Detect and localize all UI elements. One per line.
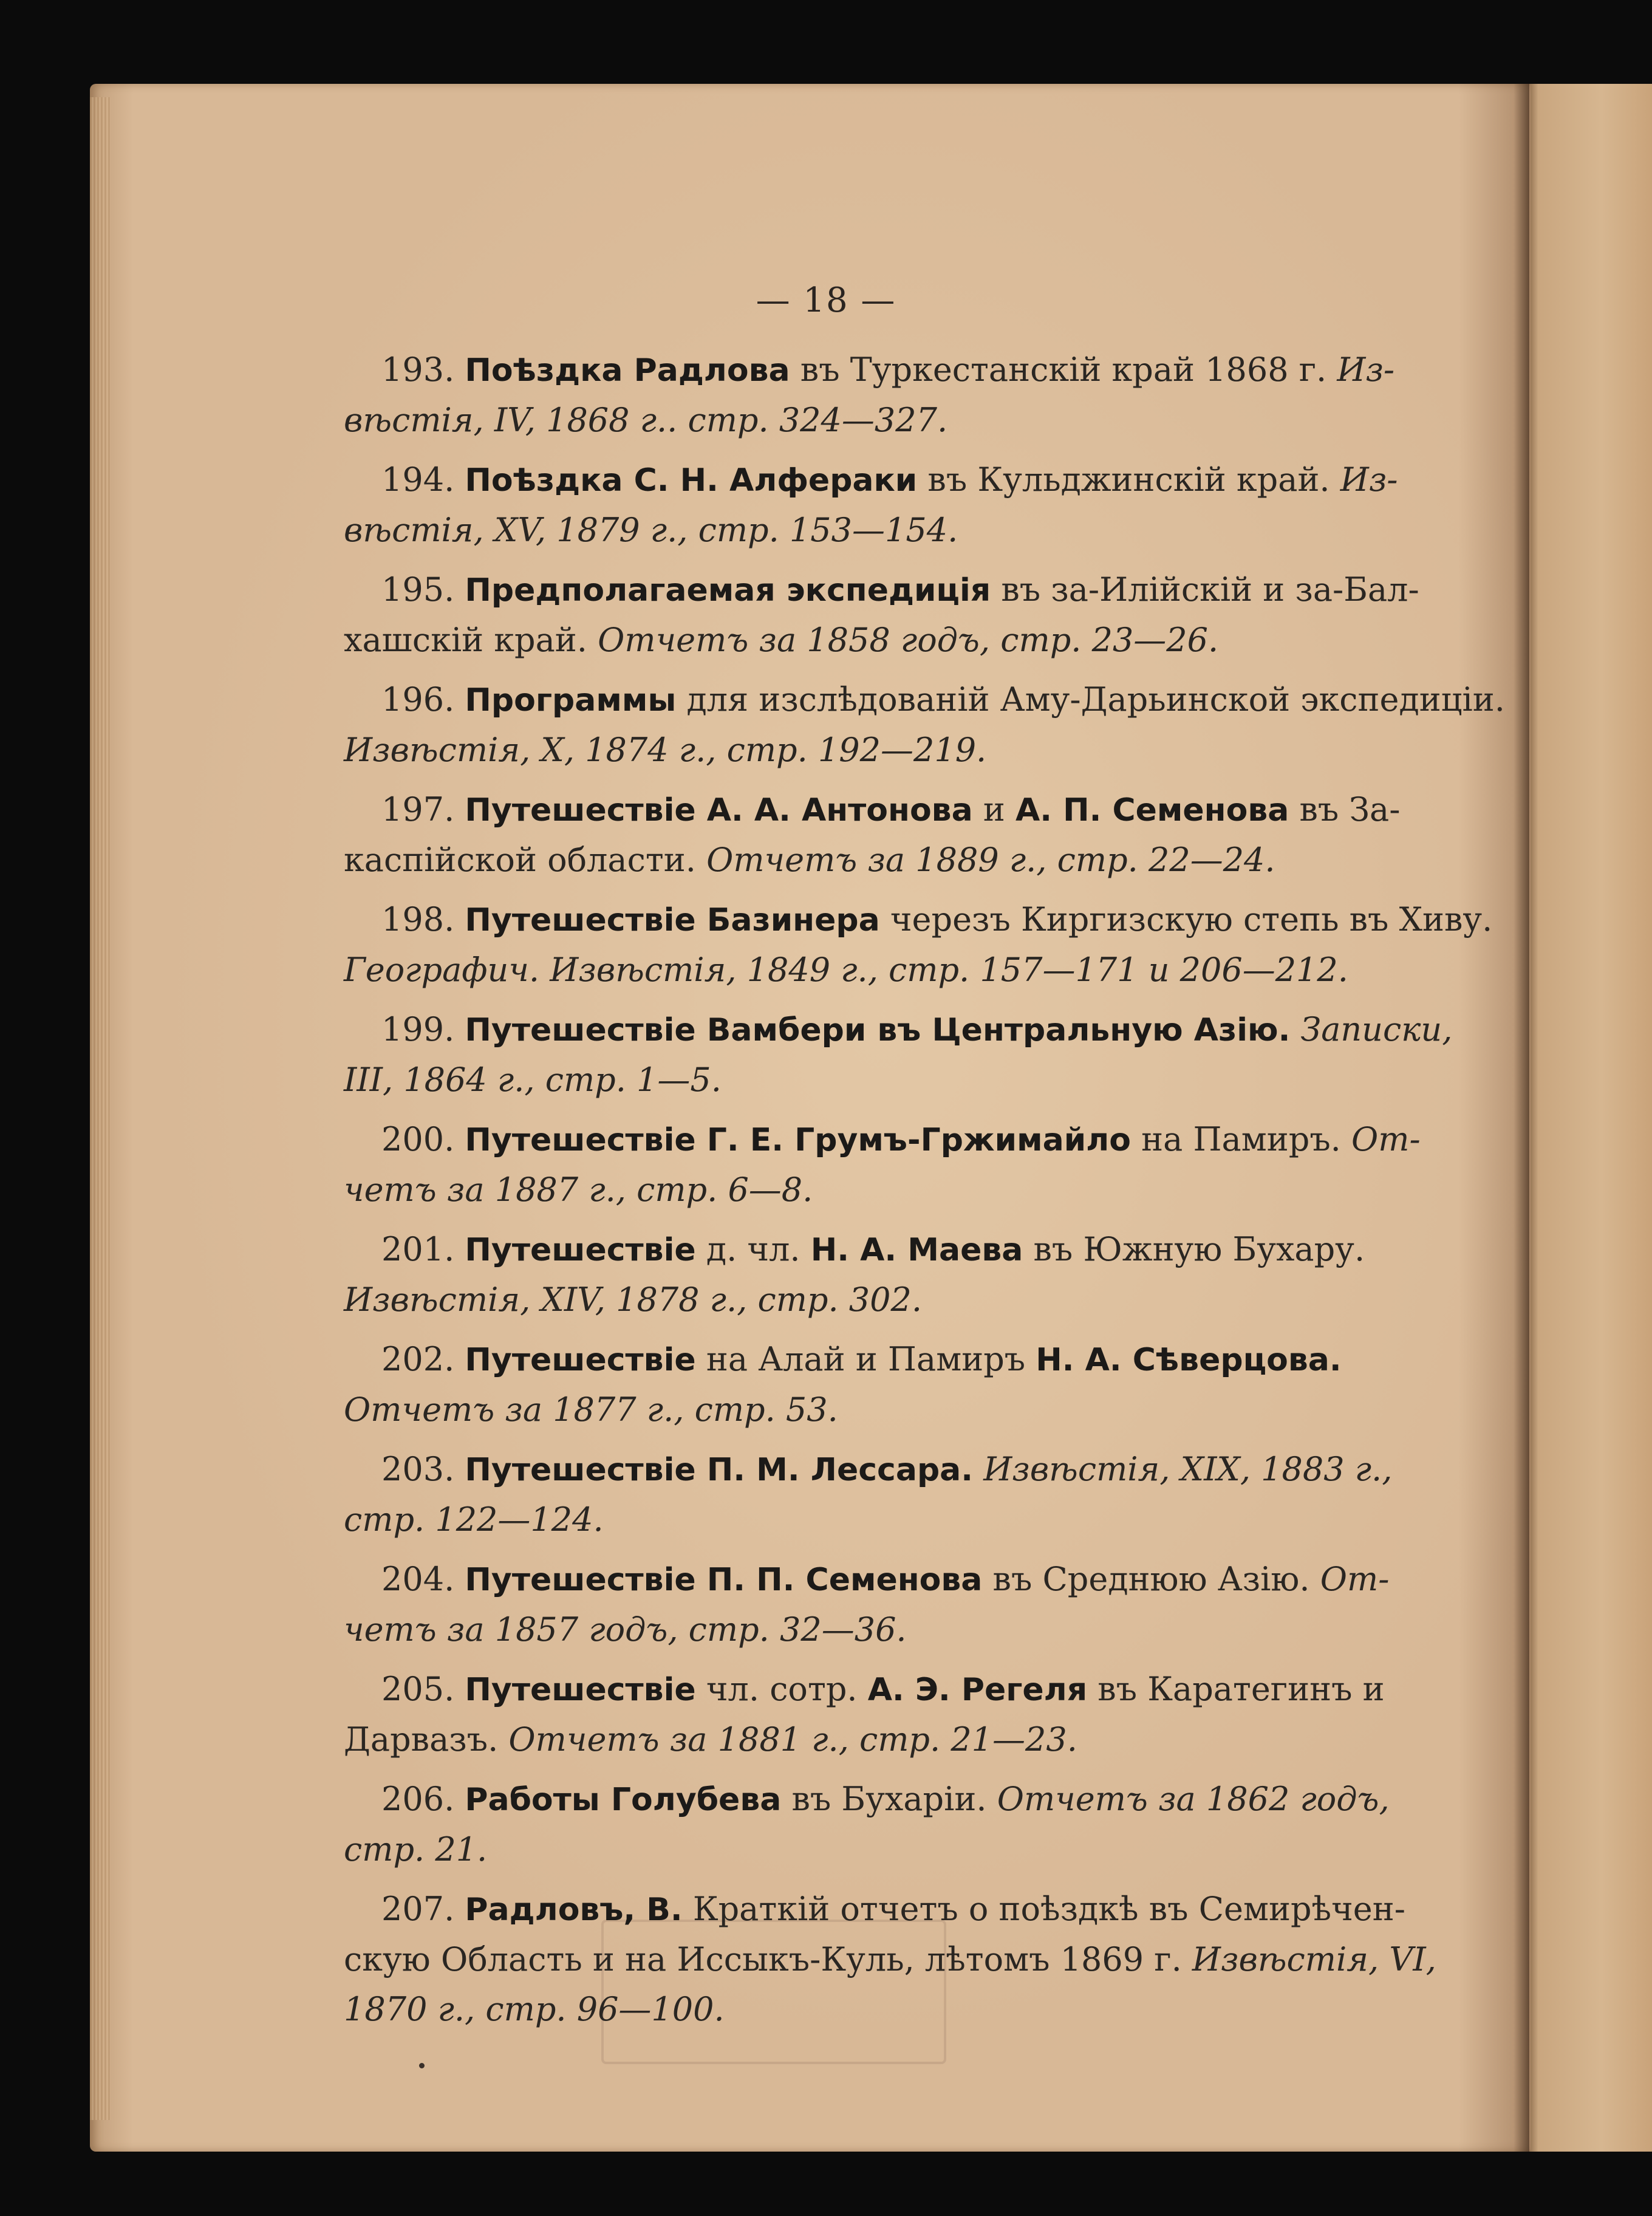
entry-citation: От- <box>1320 1560 1390 1598</box>
entry-citation: 1870 г., стр. 96—100. <box>344 1990 725 2028</box>
entry-line <box>344 1884 1406 1935</box>
entry-line <box>344 1445 1393 1495</box>
entry-line <box>344 785 1401 835</box>
entry-text: въ Южную Бухару. <box>1023 1230 1365 1268</box>
bibliography-entry <box>344 455 1398 555</box>
entry-title: Радловъ, В. <box>465 1892 683 1928</box>
entry-citation: Извѣстія, XIX, 1883 г., <box>983 1450 1393 1488</box>
entry-line <box>344 455 1398 505</box>
entry-text: 197. <box>381 790 465 829</box>
entry-line <box>344 1605 1313 1655</box>
entry-line <box>344 1165 1313 1215</box>
entry-title: Программы <box>465 682 677 719</box>
entry-text: каспійской области. <box>344 841 707 879</box>
entry-line <box>344 945 1348 995</box>
entry-line <box>344 395 1313 445</box>
entry-text: 195. <box>381 570 465 609</box>
bibliography-entry <box>344 895 1493 995</box>
entry-text: 207. <box>381 1890 465 1928</box>
entry-text: и <box>972 790 1015 829</box>
entry-text: на Алай и Памиръ <box>695 1340 1036 1378</box>
entry-line <box>344 1385 1313 1435</box>
bibliography-entry <box>344 1445 1393 1545</box>
bibliography-entry <box>344 1335 1342 1435</box>
entry-line <box>344 1985 1313 2034</box>
entry-text: хашскій край. <box>344 621 598 659</box>
entry-title: Поѣздка Радлова <box>465 352 790 389</box>
entry-title: А. Э. Регеля <box>867 1672 1088 1708</box>
bibliography-entry <box>344 785 1401 885</box>
entry-line <box>344 895 1493 945</box>
entry-text: 194. <box>381 460 465 499</box>
entry-citation: Отчетъ за 1877 г., стр. 53. <box>344 1390 838 1429</box>
entry-citation: вѣстія, IV, 1868 г.. стр. 324—327. <box>344 401 948 439</box>
entry-title: Поѣздка С. Н. Алфераки <box>465 462 918 499</box>
entry-title: Путешествіе Базинера <box>465 902 880 939</box>
bibliography-entry <box>344 675 1505 775</box>
entry-citation: Записки, <box>1300 1010 1453 1048</box>
ink-speck <box>419 2063 425 2068</box>
entry-text: 193. <box>381 351 465 389</box>
entry-title: Путешествіе <box>465 1342 696 1378</box>
entry-citation: четъ за 1887 г., стр. 6—8. <box>344 1171 813 1209</box>
entry-line <box>344 835 1313 885</box>
entry-title: Работы Голубева <box>465 1782 782 1818</box>
bibliography-entry <box>344 345 1395 445</box>
entry-text: чл. сотр. <box>695 1670 868 1708</box>
entry-title: Путешествіе <box>465 1232 696 1268</box>
entry-citation: Географич. Извѣстія, 1849 г., стр. 157—171 и 206—212. <box>344 951 1348 989</box>
entry-citation: Отчетъ за 1858 годъ, стр. 23—26. <box>598 621 1219 659</box>
entry-line <box>344 1825 1313 1875</box>
entry-text: 206. <box>381 1780 465 1818</box>
entry-line <box>344 615 1313 665</box>
entry-citation: Извѣстія, X, 1874 г., стр. 192—219. <box>344 731 987 769</box>
entry-text: 196. <box>381 680 465 719</box>
entry-citation: Отчетъ за 1881 г., стр. 21—23. <box>508 1720 1077 1759</box>
entry-text: 202. <box>381 1340 465 1378</box>
entry-text: черезъ Киргизскую степь въ Хиву. <box>879 900 1493 939</box>
entry-title: Путешествіе Г. Е. Грумъ-Гржимайло <box>465 1122 1131 1158</box>
entry-citation: стр. 21. <box>344 1830 488 1869</box>
entry-citation: Извѣстія, XIV, 1878 г., стр. 302. <box>344 1281 923 1319</box>
book-gutter-shadow <box>1514 84 1529 2152</box>
entry-title: Путешествіе Вамбери въ Центральную Азію. <box>465 1012 1291 1048</box>
entry-line <box>344 1115 1421 1165</box>
entry-line <box>344 1495 1313 1545</box>
entry-citation: Отчетъ за 1889 г., стр. 22—24. <box>706 841 1275 879</box>
entry-text: д. чл. <box>695 1230 811 1268</box>
entry-text <box>973 1450 983 1488</box>
entry-text: 205. <box>381 1670 465 1708</box>
entry-text: въ Бухаріи. <box>781 1780 997 1818</box>
entry-title: Путешествіе А. А. Антонова <box>465 792 973 829</box>
bibliography-entry <box>344 1115 1421 1215</box>
entry-line <box>344 565 1419 615</box>
entry-text: 201. <box>381 1230 465 1268</box>
facing-page-edge <box>1526 84 1652 2152</box>
bibliography-entry <box>344 1005 1453 1105</box>
bibliography-entry <box>344 1664 1385 1765</box>
entry-text: въ Каратегинъ и <box>1087 1670 1385 1708</box>
entry-text: въ За- <box>1289 790 1401 829</box>
entry-line <box>344 1275 1313 1325</box>
entry-line <box>344 505 1313 555</box>
entry-citation: вѣстія, XV, 1879 г., стр. 153—154. <box>344 511 958 549</box>
page-number: — 18 — <box>756 281 896 320</box>
entry-line <box>344 345 1395 395</box>
entry-citation: четъ за 1857 годъ, стр. 32—36. <box>344 1610 907 1649</box>
entry-text: на Памиръ. <box>1130 1120 1352 1158</box>
bibliography-entry <box>344 1554 1390 1655</box>
page-stack-edge <box>90 97 111 2120</box>
entry-line <box>344 1005 1453 1055</box>
entry-text: для изслѣдованій Аму-Дарьинской экспедиціи. <box>676 680 1505 719</box>
entry-text: 199. <box>381 1010 465 1048</box>
entry-text <box>1290 1010 1300 1048</box>
entry-citation: Извѣстія, VI, <box>1192 1940 1436 1978</box>
entry-line <box>344 1935 1436 1985</box>
entry-title: Путешествіе <box>465 1672 696 1708</box>
entry-line <box>344 1055 1313 1105</box>
entry-text: въ Среднюю Азію. <box>982 1560 1320 1598</box>
entry-line <box>344 1335 1342 1385</box>
entry-text: Краткій отчетъ о поѣздкѣ въ Семирѣчен- <box>682 1890 1406 1928</box>
entry-line <box>344 1774 1390 1825</box>
entry-text: 200. <box>381 1120 465 1158</box>
entry-line <box>344 1554 1390 1605</box>
entry-title: А. П. Семенова <box>1015 792 1289 829</box>
entry-line <box>344 1225 1365 1275</box>
entry-text: 203. <box>381 1450 465 1488</box>
bibliography-entry <box>344 1884 1436 2034</box>
entry-text: скую Область и на Иссыкъ-Куль, лѣтомъ 1869 г. <box>344 1940 1192 1978</box>
entry-citation: Из- <box>1337 351 1395 389</box>
entry-text: въ за-Илійскій и за-Бал- <box>991 570 1419 609</box>
entry-text: въ Туркестанскій край 1868 г. <box>790 351 1337 389</box>
entry-citation: Отчетъ за 1862 годъ, <box>997 1780 1390 1818</box>
entry-line <box>344 675 1505 725</box>
entry-text: въ Кульджинскій край. <box>917 460 1340 499</box>
entry-title: Предполагаемая экспедиція <box>465 572 991 609</box>
bibliography-list <box>344 345 1505 2044</box>
bibliography-entry <box>344 565 1419 665</box>
entry-title: Путешествіе П. П. Семенова <box>465 1562 983 1598</box>
entry-text: Дарвазъ. <box>344 1720 509 1759</box>
bibliography-entry <box>344 1225 1365 1325</box>
entry-text: 204. <box>381 1560 465 1598</box>
entry-title: Н. А. Сѣверцова. <box>1036 1342 1342 1378</box>
entry-citation: III, 1864 г., стр. 1—5. <box>344 1061 722 1099</box>
entry-citation: От- <box>1351 1120 1421 1158</box>
entry-title: Н. А. Маева <box>810 1232 1023 1268</box>
entry-title: Путешествіе П. М. Лессара. <box>465 1452 974 1488</box>
entry-line <box>344 725 1313 775</box>
entry-text: 198. <box>381 900 465 939</box>
bibliography-entry <box>344 1774 1390 1875</box>
entry-citation: Из- <box>1340 460 1398 499</box>
entry-citation: стр. 122—124. <box>344 1500 604 1539</box>
entry-line <box>344 1715 1313 1765</box>
entry-line <box>344 1664 1385 1715</box>
